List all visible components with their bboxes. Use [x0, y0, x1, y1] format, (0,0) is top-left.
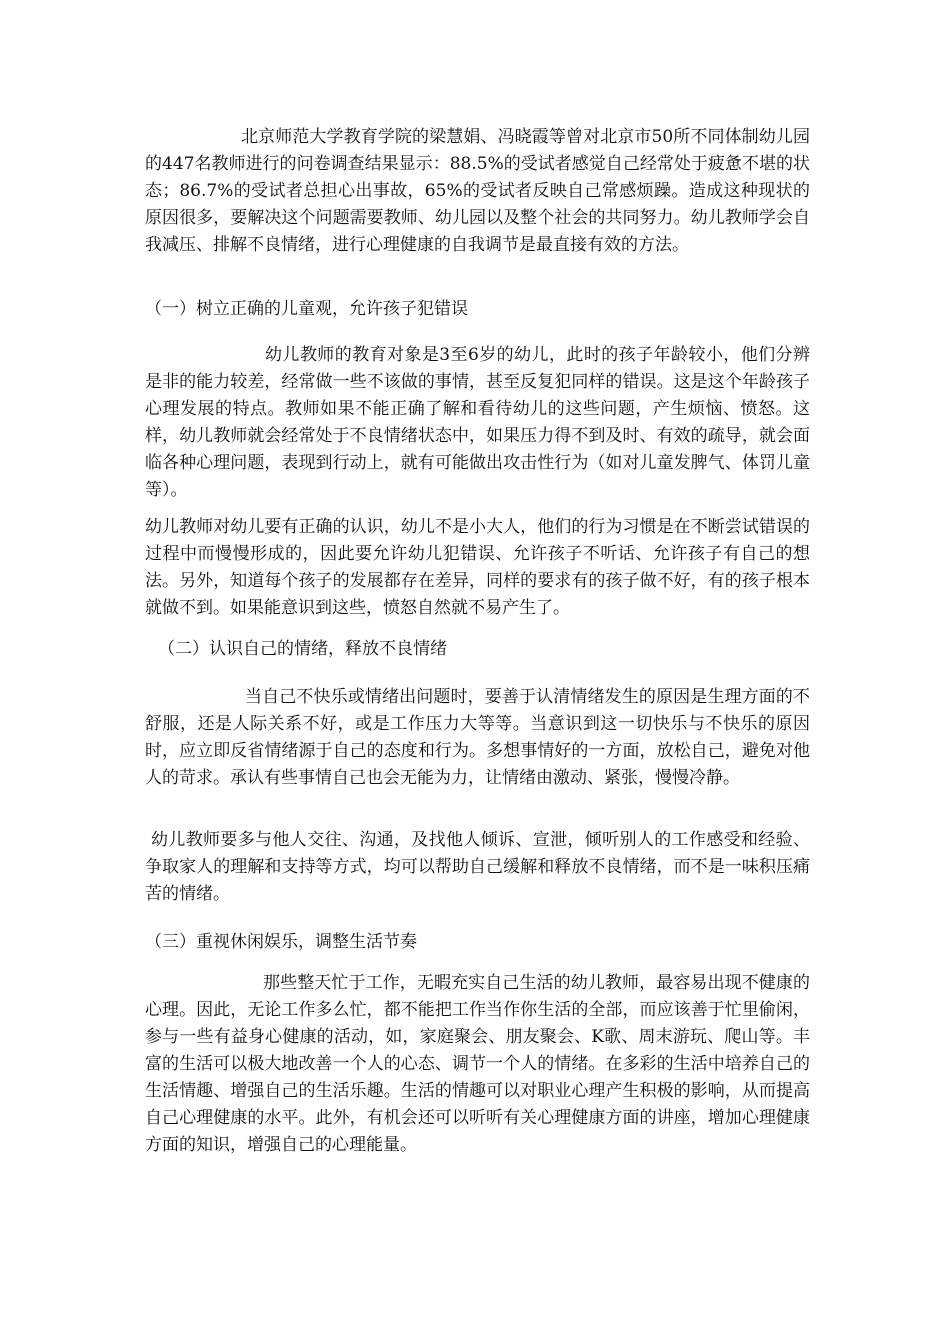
- section1-paragraph-2: 幼儿教师对幼儿要有正确的认识，幼儿不是小大人，他们的行为习惯是在不断尝试错误的过程中而慢慢形成的，因此要允许幼儿犯错误、允许孩子不听话、允许孩子有自己的想法。另外，知道每个孩子的发展都存在差异，同样的要求有的孩子做不好，有的孩子根本就做不到。如果能意识到这些，愤怒自然就不易产生了。: [145, 517, 810, 618]
- section2-heading: （二）认识自己的情绪，释放不良情绪: [158, 639, 447, 659]
- section2-paragraph-1: 当自己不快乐或情绪出问题时，要善于认清情绪发生的原因是生理方面的不舒服，还是人际关系不好，或是工作压力大等等。当意识到这一切快乐与不快乐的原因时，应立即反省情绪源于自己的态度和行为。多想事情好的一方面，放松自己，避免对他人的苛求。承认有些事情自己也会无能为力，让情绪由激动、紧张，慢慢冷静。: [145, 687, 810, 788]
- intro-paragraph: 北京师范大学教育学院的梁慧娟、冯晓霞等曾对北京市50所不同体制幼儿园的447名教师进行的问卷调查结果显示：88.5%的受试者感觉自己经常处于疲惫不堪的状态；86.7%的受试者总担心出事故，65%的受试者反映自己常感烦躁。造成这种现状的原因很多，要解决这个问题需要教师、幼儿园以及整个社会的共同努力。幼儿教师学会自我减压、排解不良情绪，进行心理健康的自我调节是最直接有效的方法。: [145, 127, 810, 255]
- section3-heading: （三）重视休闲娱乐，调整生活节奏: [145, 932, 417, 952]
- section3-paragraph-1: 那些整天忙于工作，无暇充实自己生活的幼儿教师，最容易出现不健康的心理。因此，无论工作多么忙，都不能把工作当作你生活的全部，而应该善于忙里偷闲，参与一些有益身心健康的活动，如，家庭聚会、朋友聚会、K歌、周末游玩、爬山等。丰富的生活可以极大地改善一个人的心态、调节一个人的情绪。在多彩的生活中培养自己的生活情趣、增强自己的生活乐趣。生活的情趣可以对职业心理产生积极的影响，从而提高自己心理健康的水平。此外，有机会还可以听听有关心理健康方面的讲座，增加心理健康方面的知识，增强自己的心理能量。: [145, 973, 810, 1155]
- section1-heading: （一）树立正确的儿童观，允许孩子犯错误: [145, 299, 468, 319]
- section2-paragraph-2: 幼儿教师要多与他人交往、沟通，及找他人倾诉、宣泄，倾听别人的工作感受和经验、争取家人的理解和支持等方式，均可以帮助自己缓解和释放不良情绪，而不是一味积压痛苦的情绪。: [145, 830, 810, 904]
- section1-paragraph-1: 幼儿教师的教育对象是3至6岁的幼儿，此时的孩子年龄较小，他们分辨是非的能力较差，经常做一些不该做的事情，甚至反复犯同样的错误。这是这个年龄孩子心理发展的特点。教师如果不能正确了解和看待幼儿的这些问题，产生烦恼、愤怒。这样，幼儿教师就会经常处于不良情绪状态中，如果压力得不到及时、有效的疏导，就会面临各种心理问题，表现到行动上，就有可能做出攻击性行为（如对儿童发脾气、体罚儿童等）。: [145, 345, 810, 500]
